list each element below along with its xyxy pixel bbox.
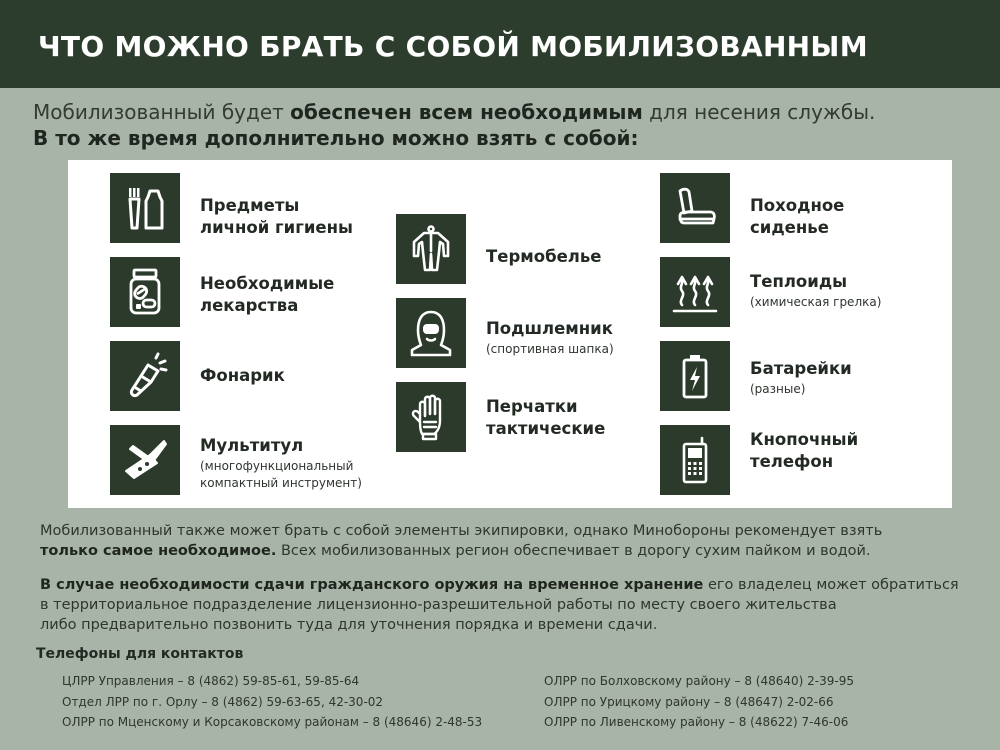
- note-equipment: [40, 521, 990, 561]
- contact-line: ОЛРР по Урицкому району – 8 (48647) 2-02-66: [544, 694, 834, 709]
- note1-bold: только самое необходимое.: [40, 543, 277, 559]
- note2-part1: его владелец может обратиться: [703, 577, 959, 593]
- multitool-icon: [110, 425, 180, 495]
- item-subtitle: (разные): [750, 382, 806, 396]
- item-subtitle: (химическая грелка): [750, 295, 882, 309]
- item-title: Кнопочный телефон: [750, 430, 859, 471]
- camping-seat-icon: [660, 173, 730, 243]
- contacts-right: [544, 671, 854, 733]
- item-title: Походное сиденье: [750, 196, 845, 237]
- contacts-title: Телефоны для контактов: [36, 646, 244, 662]
- intro-line2: В то же время дополнительно можно взять с собой:: [33, 126, 639, 150]
- balaclava-icon: [396, 298, 466, 368]
- contact-line: ОЛРР по Болховскому району – 8 (48640) 2-39-95: [544, 674, 854, 688]
- medicine-jar-icon: [110, 257, 180, 327]
- item-subtitle: (спортивная шапка): [486, 342, 614, 356]
- item-title: Перчатки тактические: [486, 397, 606, 438]
- battery-icon: [660, 341, 730, 411]
- item-title: Батарейки: [750, 359, 852, 378]
- item-title: Необходимые лекарства: [200, 274, 335, 315]
- contacts-left: [62, 671, 482, 733]
- note2-bold: В случае необходимости сдачи гражданского оружия на временное хранение: [40, 577, 704, 593]
- contact-line: ЦЛРР Управления – 8 (4862) 59-85-61, 59-85-64: [62, 674, 360, 688]
- items-panel: [68, 160, 952, 508]
- contact-line: ОЛРР по Ливенскому району – 8 (48622) 7-46-06: [544, 715, 849, 729]
- item-title: Мультитул: [200, 436, 304, 455]
- contact-line: ОЛРР по Мценскому и Корсаковскому районам – 8 (48646) 2-48-53: [62, 715, 483, 729]
- header-banner: [0, 0, 1000, 88]
- heat-waves-icon: [660, 257, 730, 327]
- flashlight-icon: [110, 341, 180, 411]
- item-title: Теплоиды: [750, 272, 848, 291]
- item-title: Фонарик: [200, 366, 285, 385]
- intro-text: [33, 100, 983, 150]
- item-title: Предметы личной гигиены: [200, 196, 353, 237]
- item-title: Термобелье: [486, 247, 602, 266]
- intro-part1: Мобилизованный будет: [33, 100, 291, 124]
- page-title: ЧТО МОЖНО БРАТЬ С СОБОЙ МОБИЛИЗОВАННЫМ: [38, 30, 868, 63]
- push-button-phone-icon: [660, 425, 730, 495]
- note1-part2: Всех мобилизованных регион обеспечивает в дорогу сухим пайком и водой.: [276, 543, 871, 559]
- note-weapons: [40, 575, 990, 635]
- item-subtitle: (многофункциональный компактный инструмент): [200, 459, 362, 490]
- intro-bold: обеспечен всем необходимым: [290, 100, 643, 124]
- contact-line: Отдел ЛРР по г. Орлу – 8 (4862) 59-63-65, 42-30-02: [62, 694, 384, 709]
- note2-line2: в территориальное подразделение лицензионно-разрешительной работы по месту своего жительства: [40, 597, 837, 613]
- intro-part2: для несения службы.: [642, 100, 876, 124]
- note2-line3: либо предварительно позвонить туда для уточнения порядка и времени сдачи.: [40, 617, 658, 633]
- note1-line1: Мобилизованный также может брать с собой элементы экипировки, однако Минобороны рекомендует взять: [40, 523, 883, 539]
- toothbrush-toothpaste-icon: [110, 173, 180, 243]
- thermal-underwear-icon: [396, 214, 466, 284]
- tactical-glove-icon: [396, 382, 466, 452]
- item-title: Подшлемник: [486, 319, 613, 338]
